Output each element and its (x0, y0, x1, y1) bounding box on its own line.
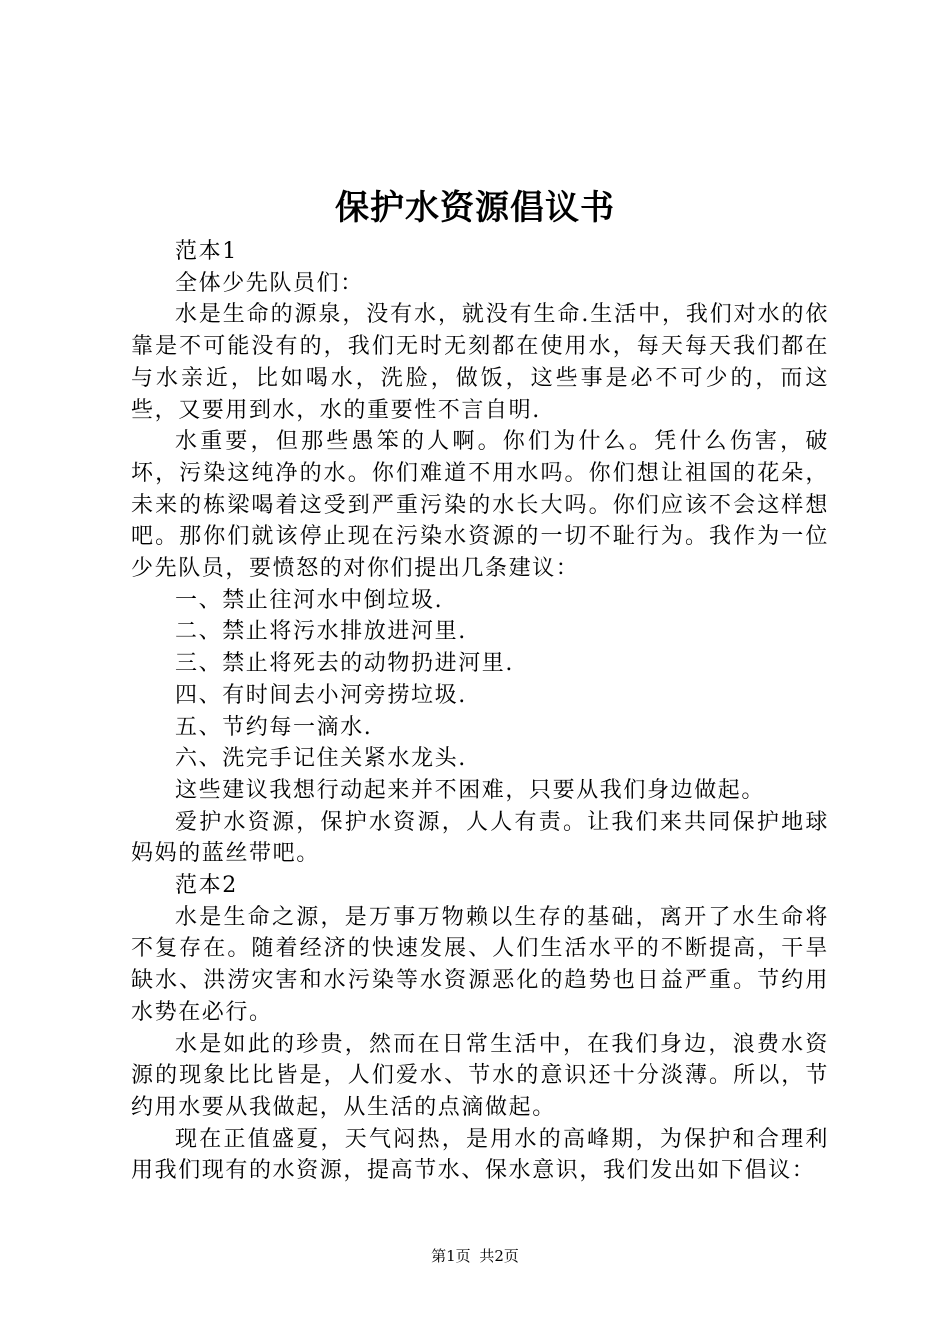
paragraph: 水是生命的源泉，没有水，就没有生命.生活中，我们对水的依靠是不可能没有的，我们无时无刻都在使用水，每天每天我们都在与水亲近，比如喝水，洗脸，做饭，这些事是必不可少的，而这些，又要用到水，水的重要性不言自明. (131, 302, 829, 423)
section-label: 范本1 (175, 239, 238, 264)
salutation: 全体少先队员们： (175, 270, 364, 296)
paragraph: 现在正值盛夏，天气闷热，是用水的高峰期，为保护和合理利用我们现有的水资源，提高节水、保水意识，我们发出如下倡议： (131, 1126, 829, 1184)
page-footer (0, 1246, 950, 1266)
list-item: 六、洗完手记住关紧水龙头. (175, 746, 467, 772)
paragraph: 这些建议我想行动起来并不困难，只要从我们身边做起。 (175, 777, 766, 803)
paragraph: 水是生命之源，是万事万物赖以生存的基础，离开了水生命将不复存在。随着经济的快速发展、人们生活水平的不断提高，干旱缺水、洪涝灾害和水污染等水资源恶化的趋势也日益严重。节约用水势在必行。 (131, 904, 829, 1025)
document-title: 保护水资源倡议书 (335, 188, 615, 228)
list-item: 一、禁止往河水中倒垃圾. (175, 587, 444, 613)
list-item: 二、禁止将污水排放进河里. (175, 619, 467, 645)
paragraph: 爱护水资源，保护水资源，人人有责。让我们来共同保护地球妈妈的蓝丝带吧。 (131, 809, 829, 867)
list-item: 五、节约每一滴水. (175, 714, 373, 740)
list-item: 三、禁止将死去的动物扔进河里. (175, 651, 514, 677)
section-label: 范本2 (175, 873, 238, 899)
page-total: 共2页 (479, 1247, 519, 1265)
list-item: 四、有时间去小河旁捞垃圾. (175, 682, 467, 708)
paragraph: 水重要，但那些愚笨的人啊。你们为什么。凭什么伤害，破坏，污染这纯净的水。你们难道不用水吗。你们想让祖国的花朵，未来的栋梁喝着这受到严重污染的水长大吗。你们应该不会这样想吧。那你们就该停止现在污染水资源的一切不耻行为。我作为一位少先队员，要愤怒的对你们提出几条建议： (131, 429, 829, 582)
document-body (131, 236, 829, 1187)
page-number: 第1页 (431, 1247, 471, 1265)
paragraph: 水是如此的珍贵，然而在日常生活中，在我们身边，浪费水资源的现象比比皆是，人们爱水、节水的意识还十分淡薄。所以，节约用水要从我做起，从生活的点滴做起。 (131, 1031, 829, 1120)
